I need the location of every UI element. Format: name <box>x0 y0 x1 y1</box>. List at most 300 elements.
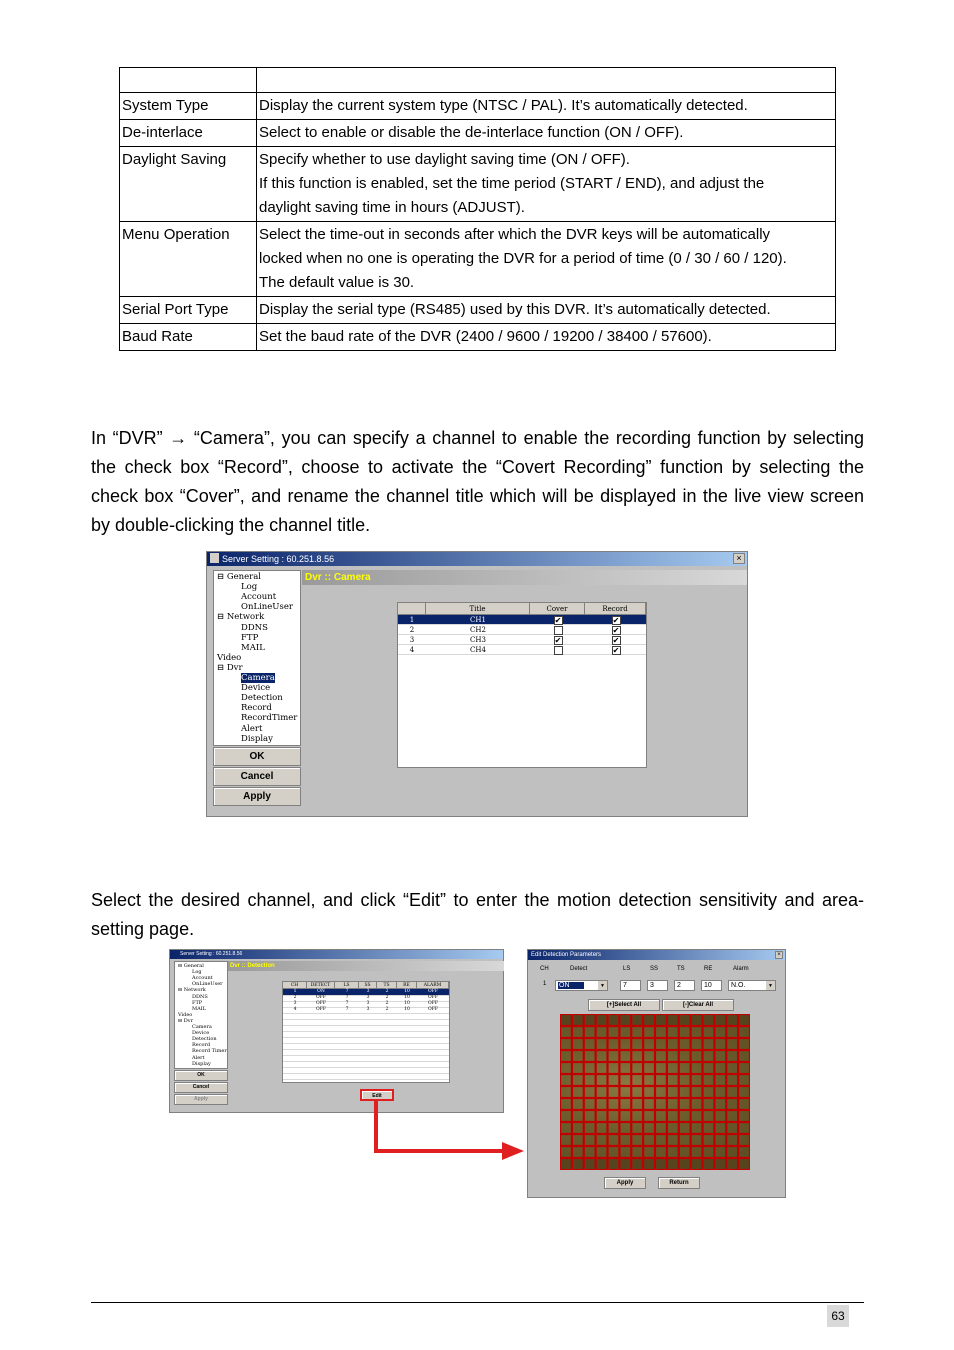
motion-cell[interactable] <box>572 1075 583 1086</box>
re-field[interactable]: 10 <box>701 980 722 991</box>
channel-title[interactable]: CH3 <box>470 636 486 644</box>
motion-cell[interactable] <box>608 1051 619 1062</box>
motion-cell[interactable] <box>656 1039 667 1050</box>
motion-cell[interactable] <box>561 1099 572 1110</box>
motion-cell[interactable] <box>727 1123 738 1134</box>
motion-cell[interactable] <box>667 1051 678 1062</box>
motion-cell[interactable] <box>727 1135 738 1146</box>
tree-node-recordtimer[interactable]: Record Timer <box>192 1048 227 1055</box>
motion-cell[interactable] <box>596 1051 607 1062</box>
motion-cell[interactable] <box>656 1111 667 1122</box>
table-cell[interactable]: OFF <box>428 1001 438 1006</box>
motion-cell[interactable] <box>667 1039 678 1050</box>
channel-title[interactable]: CH4 <box>470 646 486 654</box>
tree-node-alert[interactable]: Alert <box>241 723 263 734</box>
motion-cell[interactable] <box>703 1063 714 1074</box>
tree-node-alert[interactable]: Alert <box>192 1054 205 1061</box>
motion-cell[interactable] <box>608 1087 619 1098</box>
motion-cell[interactable] <box>667 1123 678 1134</box>
motion-cell[interactable] <box>644 1027 655 1038</box>
cover-checkbox[interactable]: ✔ <box>554 616 562 625</box>
motion-cell[interactable] <box>679 1051 690 1062</box>
motion-cell[interactable] <box>608 1159 619 1170</box>
table-cell[interactable]: 10 <box>404 1001 410 1006</box>
column-header[interactable]: SS <box>359 982 377 989</box>
motion-cell[interactable] <box>620 1051 631 1062</box>
motion-cell[interactable] <box>715 1015 726 1026</box>
motion-cell[interactable] <box>739 1135 750 1146</box>
motion-cell[interactable] <box>656 1159 667 1170</box>
tree-node-camera[interactable]: Camera <box>241 673 275 683</box>
motion-cell[interactable] <box>584 1039 595 1050</box>
motion-cell[interactable] <box>584 1087 595 1098</box>
motion-cell[interactable] <box>561 1111 572 1122</box>
channel-number[interactable]: 2 <box>409 626 415 634</box>
motion-cell[interactable] <box>691 1015 702 1026</box>
motion-cell[interactable] <box>691 1135 702 1146</box>
motion-cell[interactable] <box>739 1039 750 1050</box>
motion-cell[interactable] <box>739 1027 750 1038</box>
motion-cell[interactable] <box>703 1051 714 1062</box>
motion-cell[interactable] <box>667 1111 678 1122</box>
motion-cell[interactable] <box>632 1111 643 1122</box>
motion-cell[interactable] <box>703 1159 714 1170</box>
tree-node-ddns[interactable]: DDNS <box>241 622 268 633</box>
motion-cell[interactable] <box>608 1147 619 1158</box>
ls-field[interactable]: 7 <box>620 980 641 991</box>
motion-cell[interactable] <box>644 1087 655 1098</box>
motion-cell[interactable] <box>632 1039 643 1050</box>
tree-node-network[interactable]: ⊟ Network <box>178 987 206 994</box>
motion-cell[interactable] <box>679 1111 690 1122</box>
column-header[interactable]: Title <box>426 603 530 615</box>
motion-cell[interactable] <box>632 1087 643 1098</box>
motion-cell[interactable] <box>572 1123 583 1134</box>
motion-cell[interactable] <box>620 1039 631 1050</box>
tree-node-mail[interactable]: MAIL <box>192 1005 207 1012</box>
motion-cell[interactable] <box>620 1159 631 1170</box>
tree-node-recordtimer[interactable]: RecordTimer <box>241 713 298 724</box>
alarm-select[interactable] <box>728 980 776 991</box>
column-header[interactable]: DETECT <box>307 982 335 989</box>
motion-cell[interactable] <box>644 1015 655 1026</box>
motion-cell[interactable] <box>667 1075 678 1086</box>
tree-node-display[interactable]: Display <box>192 1060 211 1067</box>
tree-node-ftp[interactable]: FTP <box>241 632 259 643</box>
motion-cell[interactable] <box>656 1099 667 1110</box>
motion-cell[interactable] <box>703 1123 714 1134</box>
tree-node-record[interactable]: Record <box>192 1042 211 1049</box>
table-cell[interactable]: 2 <box>385 1001 389 1006</box>
table-cell[interactable]: ON <box>317 989 325 994</box>
apply-button[interactable]: Apply <box>174 1094 228 1105</box>
channel-title[interactable]: CH2 <box>470 626 486 634</box>
motion-cell[interactable] <box>739 1147 750 1158</box>
motion-cell[interactable] <box>632 1027 643 1038</box>
tree-node-mail[interactable]: MAIL <box>241 642 265 653</box>
motion-cell[interactable] <box>715 1027 726 1038</box>
motion-cell[interactable] <box>715 1075 726 1086</box>
motion-cell[interactable] <box>620 1075 631 1086</box>
motion-cell[interactable] <box>608 1075 619 1086</box>
tree-node-video[interactable]: Video <box>217 652 242 663</box>
motion-cell[interactable] <box>644 1063 655 1074</box>
motion-cell[interactable] <box>572 1147 583 1158</box>
record-checkbox[interactable]: ✔ <box>612 646 620 655</box>
record-checkbox[interactable]: ✔ <box>612 626 620 635</box>
motion-cell[interactable] <box>739 1123 750 1134</box>
table-cell[interactable]: 4 <box>293 1007 297 1012</box>
motion-cell[interactable] <box>691 1159 702 1170</box>
select-all-button[interactable]: [+]Select All <box>588 999 660 1011</box>
table-cell[interactable]: 7 <box>345 995 349 1000</box>
motion-cell[interactable] <box>644 1051 655 1062</box>
motion-cell[interactable] <box>644 1123 655 1134</box>
tree-node-display[interactable]: Display <box>241 733 273 744</box>
motion-cell[interactable] <box>691 1111 702 1122</box>
motion-cell[interactable] <box>620 1147 631 1158</box>
motion-cell[interactable] <box>561 1123 572 1134</box>
tree-node-dvr[interactable]: ⊟ Dvr <box>217 662 243 673</box>
motion-cell[interactable] <box>644 1135 655 1146</box>
channel-number[interactable]: 4 <box>409 646 415 654</box>
cover-checkbox[interactable]: ✔ <box>554 636 562 645</box>
motion-cell[interactable] <box>608 1123 619 1134</box>
motion-cell[interactable] <box>656 1027 667 1038</box>
tree-node-ftp[interactable]: FTP <box>192 999 203 1006</box>
table-cell[interactable]: 10 <box>404 989 410 994</box>
motion-cell[interactable] <box>596 1123 607 1134</box>
motion-cell[interactable] <box>667 1135 678 1146</box>
cancel-button[interactable]: Cancel <box>174 1082 228 1093</box>
motion-cell[interactable] <box>608 1111 619 1122</box>
motion-cell[interactable] <box>584 1159 595 1170</box>
motion-cell[interactable] <box>572 1039 583 1050</box>
motion-cell[interactable] <box>561 1135 572 1146</box>
motion-cell[interactable] <box>727 1159 738 1170</box>
table-cell[interactable]: OFF <box>428 1007 438 1012</box>
edit-button[interactable]: Edit <box>360 1089 394 1101</box>
detect-select[interactable] <box>555 980 608 991</box>
ok-button[interactable]: OK <box>174 1070 228 1081</box>
record-checkbox[interactable]: ✔ <box>612 636 620 645</box>
motion-cell[interactable] <box>644 1039 655 1050</box>
motion-cell[interactable] <box>667 1015 678 1026</box>
motion-cell[interactable] <box>620 1111 631 1122</box>
motion-cell[interactable] <box>656 1015 667 1026</box>
motion-cell[interactable] <box>572 1135 583 1146</box>
motion-cell[interactable] <box>739 1087 750 1098</box>
motion-cell[interactable] <box>727 1027 738 1038</box>
motion-cell[interactable] <box>679 1147 690 1158</box>
motion-cell[interactable] <box>584 1051 595 1062</box>
apply-button[interactable]: Apply <box>213 787 301 806</box>
motion-cell[interactable] <box>644 1147 655 1158</box>
tree-node-device[interactable]: Device <box>241 683 271 694</box>
motion-cell[interactable] <box>632 1015 643 1026</box>
tree-node-detection[interactable]: Detection <box>192 1036 217 1043</box>
motion-cell[interactable] <box>620 1099 631 1110</box>
motion-cell[interactable] <box>679 1135 690 1146</box>
motion-cell[interactable] <box>632 1147 643 1158</box>
motion-cell[interactable] <box>608 1135 619 1146</box>
motion-cell[interactable] <box>679 1123 690 1134</box>
motion-cell[interactable] <box>715 1039 726 1050</box>
tree-node-video[interactable]: Video <box>178 1011 193 1018</box>
table-cell[interactable]: 2 <box>385 989 389 994</box>
motion-cell[interactable] <box>584 1063 595 1074</box>
motion-detection-grid[interactable] <box>560 1014 750 1170</box>
motion-cell[interactable] <box>739 1111 750 1122</box>
motion-cell[interactable] <box>561 1027 572 1038</box>
motion-cell[interactable] <box>679 1087 690 1098</box>
motion-cell[interactable] <box>561 1087 572 1098</box>
motion-cell[interactable] <box>644 1075 655 1086</box>
table-cell[interactable]: 2 <box>293 995 297 1000</box>
motion-cell[interactable] <box>572 1015 583 1026</box>
motion-cell[interactable] <box>596 1015 607 1026</box>
column-header[interactable]: RE <box>397 982 417 989</box>
table-cell[interactable]: 10 <box>404 1007 410 1012</box>
motion-cell[interactable] <box>656 1123 667 1134</box>
motion-cell[interactable] <box>584 1099 595 1110</box>
motion-cell[interactable] <box>656 1075 667 1086</box>
ok-button[interactable]: OK <box>213 747 301 766</box>
motion-cell[interactable] <box>632 1123 643 1134</box>
motion-cell[interactable] <box>691 1063 702 1074</box>
motion-cell[interactable] <box>632 1099 643 1110</box>
motion-cell[interactable] <box>703 1135 714 1146</box>
motion-cell[interactable] <box>727 1051 738 1062</box>
tree-node-network[interactable]: ⊟ Network <box>217 612 265 623</box>
motion-cell[interactable] <box>715 1099 726 1110</box>
motion-cell[interactable] <box>584 1015 595 1026</box>
motion-cell[interactable] <box>739 1075 750 1086</box>
motion-cell[interactable] <box>679 1099 690 1110</box>
motion-cell[interactable] <box>679 1015 690 1026</box>
tree-node-general[interactable]: ⊟ General <box>217 572 261 582</box>
motion-cell[interactable] <box>715 1123 726 1134</box>
table-cell[interactable]: OFF <box>316 995 326 1000</box>
motion-cell[interactable] <box>608 1099 619 1110</box>
tree-node-general[interactable]: ⊟ General <box>178 963 204 969</box>
motion-cell[interactable] <box>584 1027 595 1038</box>
table-cell[interactable]: OFF <box>316 1001 326 1006</box>
motion-cell[interactable] <box>632 1075 643 1086</box>
motion-cell[interactable] <box>596 1063 607 1074</box>
motion-cell[interactable] <box>739 1099 750 1110</box>
close-icon[interactable]: × <box>733 553 745 564</box>
motion-cell[interactable] <box>596 1039 607 1050</box>
channel-number[interactable]: 3 <box>409 636 415 644</box>
close-icon[interactable]: × <box>775 951 783 959</box>
column-header[interactable]: LS <box>335 982 359 989</box>
motion-cell[interactable] <box>715 1087 726 1098</box>
motion-cell[interactable] <box>727 1063 738 1074</box>
motion-cell[interactable] <box>667 1027 678 1038</box>
cover-checkbox[interactable] <box>554 646 563 655</box>
motion-cell[interactable] <box>632 1135 643 1146</box>
motion-cell[interactable] <box>715 1111 726 1122</box>
ss-field[interactable]: 3 <box>647 980 668 991</box>
motion-cell[interactable] <box>572 1063 583 1074</box>
column-header[interactable]: ALARM <box>417 982 449 989</box>
motion-cell[interactable] <box>739 1063 750 1074</box>
column-header[interactable] <box>398 603 426 615</box>
motion-cell[interactable] <box>727 1015 738 1026</box>
motion-cell[interactable] <box>656 1051 667 1062</box>
motion-cell[interactable] <box>561 1015 572 1026</box>
tree-node-ddns[interactable]: DDNS <box>192 993 208 1000</box>
motion-cell[interactable] <box>644 1159 655 1170</box>
motion-cell[interactable] <box>620 1027 631 1038</box>
motion-cell[interactable] <box>608 1039 619 1050</box>
motion-cell[interactable] <box>561 1039 572 1050</box>
channel-number[interactable]: 1 <box>409 616 415 624</box>
clear-all-button[interactable]: [-]Clear All <box>662 999 734 1011</box>
table-cell[interactable]: 10 <box>404 995 410 1000</box>
motion-cell[interactable] <box>572 1087 583 1098</box>
motion-cell[interactable] <box>584 1111 595 1122</box>
motion-cell[interactable] <box>691 1027 702 1038</box>
motion-cell[interactable] <box>679 1159 690 1170</box>
table-cell[interactable]: 2 <box>385 1007 389 1012</box>
motion-cell[interactable] <box>715 1063 726 1074</box>
motion-cell[interactable] <box>561 1063 572 1074</box>
motion-cell[interactable] <box>739 1051 750 1062</box>
tree-node-account[interactable]: Account <box>192 975 213 982</box>
motion-cell[interactable] <box>561 1051 572 1062</box>
motion-cell[interactable] <box>679 1063 690 1074</box>
motion-cell[interactable] <box>656 1087 667 1098</box>
motion-cell[interactable] <box>572 1111 583 1122</box>
motion-cell[interactable] <box>620 1135 631 1146</box>
motion-cell[interactable] <box>620 1063 631 1074</box>
table-cell[interactable]: 7 <box>345 989 349 994</box>
motion-cell[interactable] <box>561 1147 572 1158</box>
motion-cell[interactable] <box>596 1075 607 1086</box>
motion-cell[interactable] <box>667 1159 678 1170</box>
motion-cell[interactable] <box>727 1111 738 1122</box>
tree-node-record[interactable]: Record <box>241 703 272 714</box>
motion-cell[interactable] <box>715 1147 726 1158</box>
table-cell[interactable]: 3 <box>366 1007 370 1012</box>
tree-node-account[interactable]: Account <box>241 592 277 603</box>
table-cell[interactable]: OFF <box>316 1007 326 1012</box>
column-header[interactable]: Cover <box>530 603 585 615</box>
motion-cell[interactable] <box>667 1099 678 1110</box>
motion-cell[interactable] <box>596 1111 607 1122</box>
cover-checkbox[interactable] <box>554 626 563 635</box>
motion-cell[interactable] <box>691 1099 702 1110</box>
motion-cell[interactable] <box>727 1147 738 1158</box>
motion-cell[interactable] <box>703 1087 714 1098</box>
motion-cell[interactable] <box>584 1123 595 1134</box>
motion-cell[interactable] <box>715 1135 726 1146</box>
tree-node-onlineuser[interactable]: OnLineUser <box>241 602 293 613</box>
motion-cell[interactable] <box>572 1051 583 1062</box>
motion-cell[interactable] <box>572 1027 583 1038</box>
motion-cell[interactable] <box>620 1123 631 1134</box>
motion-cell[interactable] <box>656 1063 667 1074</box>
motion-cell[interactable] <box>584 1147 595 1158</box>
motion-cell[interactable] <box>727 1099 738 1110</box>
motion-cell[interactable] <box>596 1027 607 1038</box>
column-header[interactable]: Record <box>585 603 646 615</box>
table-cell[interactable]: 3 <box>366 989 370 994</box>
motion-cell[interactable] <box>727 1087 738 1098</box>
motion-cell[interactable] <box>691 1087 702 1098</box>
tree-node-detection[interactable]: Detection <box>241 693 283 704</box>
table-cell[interactable]: 1 <box>293 989 297 994</box>
table-cell[interactable]: OFF <box>428 995 438 1000</box>
motion-cell[interactable] <box>620 1087 631 1098</box>
motion-cell[interactable] <box>667 1147 678 1158</box>
motion-cell[interactable] <box>679 1027 690 1038</box>
motion-cell[interactable] <box>561 1075 572 1086</box>
motion-cell[interactable] <box>727 1039 738 1050</box>
motion-cell[interactable] <box>667 1087 678 1098</box>
tree-node-camera[interactable]: Camera <box>192 1024 212 1030</box>
motion-cell[interactable] <box>679 1039 690 1050</box>
ts-field[interactable]: 2 <box>674 980 695 991</box>
column-header[interactable]: TS <box>377 982 397 989</box>
record-checkbox[interactable]: ✔ <box>612 616 620 625</box>
tree-node-device[interactable]: Device <box>192 1030 210 1037</box>
motion-cell[interactable] <box>596 1159 607 1170</box>
motion-cell[interactable] <box>632 1159 643 1170</box>
motion-cell[interactable] <box>679 1075 690 1086</box>
motion-cell[interactable] <box>656 1135 667 1146</box>
motion-cell[interactable] <box>584 1075 595 1086</box>
motion-cell[interactable] <box>596 1147 607 1158</box>
motion-cell[interactable] <box>703 1147 714 1158</box>
motion-cell[interactable] <box>727 1075 738 1086</box>
motion-cell[interactable] <box>596 1087 607 1098</box>
column-header[interactable]: CH <box>283 982 307 989</box>
motion-cell[interactable] <box>644 1111 655 1122</box>
motion-cell[interactable] <box>572 1159 583 1170</box>
tree-node-onlineuser[interactable]: OnLineUser <box>192 981 223 988</box>
return-button[interactable]: Return <box>658 1177 700 1189</box>
cancel-button[interactable]: Cancel <box>213 767 301 786</box>
motion-cell[interactable] <box>691 1075 702 1086</box>
motion-cell[interactable] <box>644 1099 655 1110</box>
motion-cell[interactable] <box>667 1063 678 1074</box>
motion-cell[interactable] <box>656 1147 667 1158</box>
motion-cell[interactable] <box>584 1135 595 1146</box>
motion-cell[interactable] <box>739 1159 750 1170</box>
table-cell[interactable]: 3 <box>366 1001 370 1006</box>
table-cell[interactable]: 3 <box>293 1001 297 1006</box>
motion-cell[interactable] <box>691 1123 702 1134</box>
motion-cell[interactable] <box>703 1075 714 1086</box>
table-cell[interactable]: 3 <box>366 995 370 1000</box>
motion-cell[interactable] <box>691 1039 702 1050</box>
motion-cell[interactable] <box>715 1051 726 1062</box>
motion-cell[interactable] <box>561 1159 572 1170</box>
motion-cell[interactable] <box>703 1015 714 1026</box>
motion-cell[interactable] <box>632 1051 643 1062</box>
motion-cell[interactable] <box>608 1063 619 1074</box>
table-cell[interactable]: 7 <box>345 1001 349 1006</box>
table-cell[interactable]: 7 <box>345 1007 349 1012</box>
motion-cell[interactable] <box>608 1027 619 1038</box>
table-cell[interactable]: 2 <box>385 995 389 1000</box>
motion-cell[interactable] <box>703 1027 714 1038</box>
motion-cell[interactable] <box>703 1039 714 1050</box>
motion-cell[interactable] <box>739 1015 750 1026</box>
